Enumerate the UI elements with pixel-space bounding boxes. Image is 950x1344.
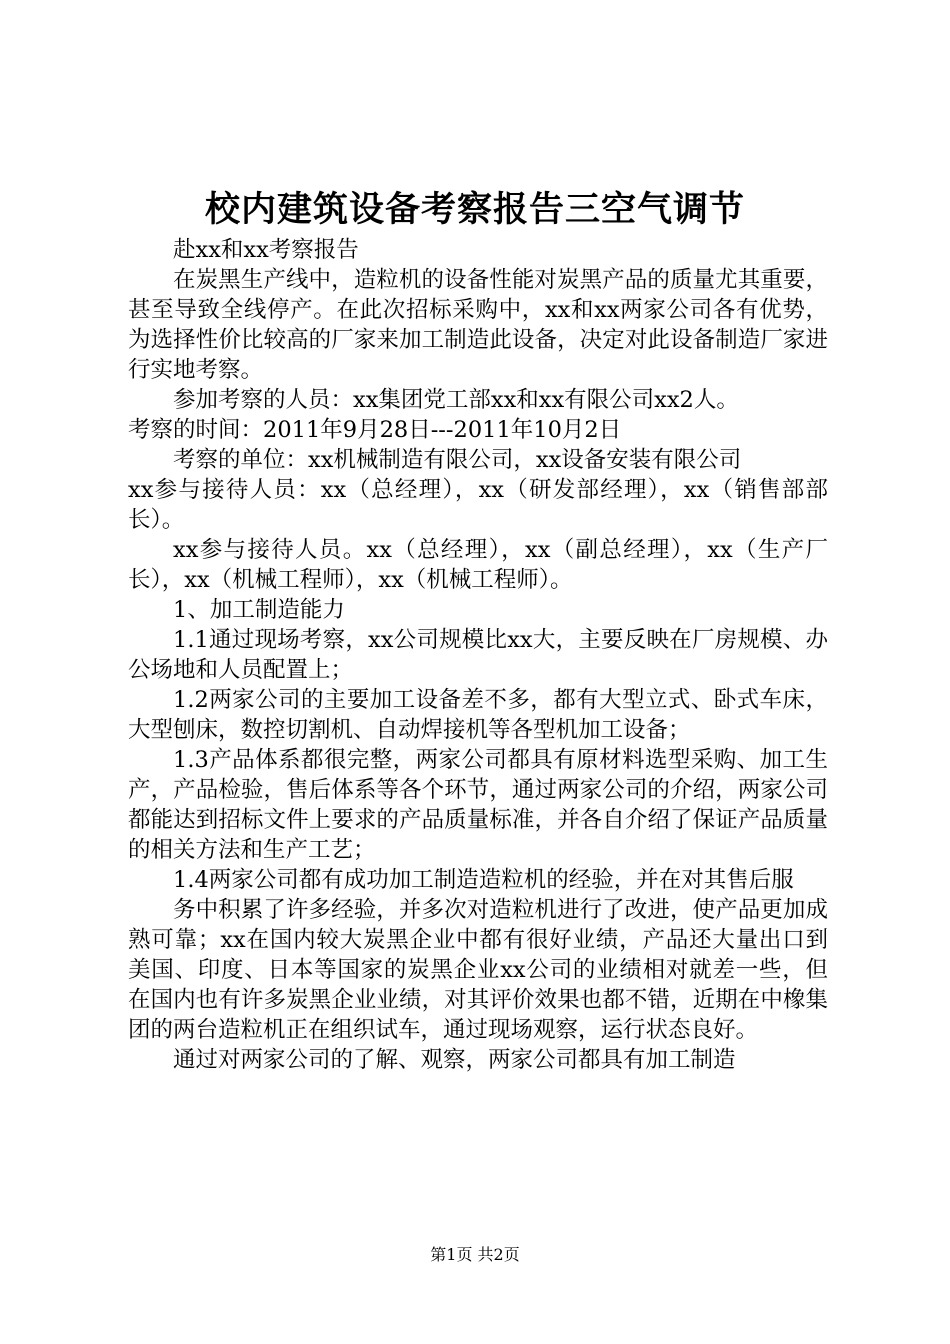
page-footer: 第1页 共2页 [430,1245,520,1264]
document-title: 校内建筑设备考察报告三空气调节 [204,189,745,230]
document-body [128,235,828,1075]
paragraph-1-4: 1.4两家公司都有成功加工制造造粒机的经验，并在对其售后服 [173,867,794,893]
paragraph-units: 考察的单位：xx机械制造有限公司，xx设备安装有限公司 [173,447,742,473]
paragraph-receptionists-2: xx参与接待人员。xx（总经理），xx（副总经理），xx（生产厂长），xx（机械工程师），xx（机械工程师）。 [128,537,828,593]
paragraph-intro: 在炭黑生产线中，造粒机的设备性能对炭黑产品的质量尤其重要，甚至导致全线停产。在此次招标采购中，xx和xx两家公司各有优势，为选择性价比较高的厂家来加工制造此设备，决定对此设备制造厂家进行实地考察。 [128,267,828,383]
section-heading-capability: 1、加工制造能力 [173,597,345,623]
paragraph-receptionists-1: xx参与接待人员：xx（总经理），xx（研发部经理），xx（销售部部长）。 [128,477,828,533]
paragraph-participants: 参加考察的人员：xx集团党工部xx和xx有限公司xx2人。 [173,387,739,413]
paragraph-report-heading: 赴xx和xx考察报告 [173,237,359,263]
paragraph-service: 务中积累了许多经验，并多次对造粒机进行了改进，使产品更加成熟可靠；xx在国内较大炭黑企业中都有很好业绩，产品还大量出口到美国、印度、日本等国家的炭黑企业xx公司的业绩相对就差一些，但在国内也有许多炭黑企业业绩，对其评价效果也都不错，近期在中橡集团的两台造粒机正在组织试车，通过现场观察，运行状态良好。 [128,897,828,1043]
paragraph-1-3: 1.3产品体系都很完整，两家公司都具有原材料选型采购、加工生产，产品检验，售后体系等各个环节，通过两家公司的介绍，两家公司都能达到招标文件上要求的产品质量标准，并各自介绍了保证产品质量的相关方法和生产工艺； [128,747,828,863]
paragraph-conclusion: 通过对两家公司的了解、观察，两家公司都具有加工制造 [173,1047,736,1073]
paragraph-time: 考察的时间：2011年9月28日---2011年10月2日 [128,417,622,443]
paragraph-1-2: 1.2两家公司的主要加工设备差不多，都有大型立式、卧式车床，大型刨床，数控切割机、自动焊接机等各型机加工设备； [128,687,828,743]
paragraph-1-1: 1.1通过现场考察，xx公司规模比xx大，主要反映在厂房规模、办公场地和人员配置上； [128,627,828,683]
